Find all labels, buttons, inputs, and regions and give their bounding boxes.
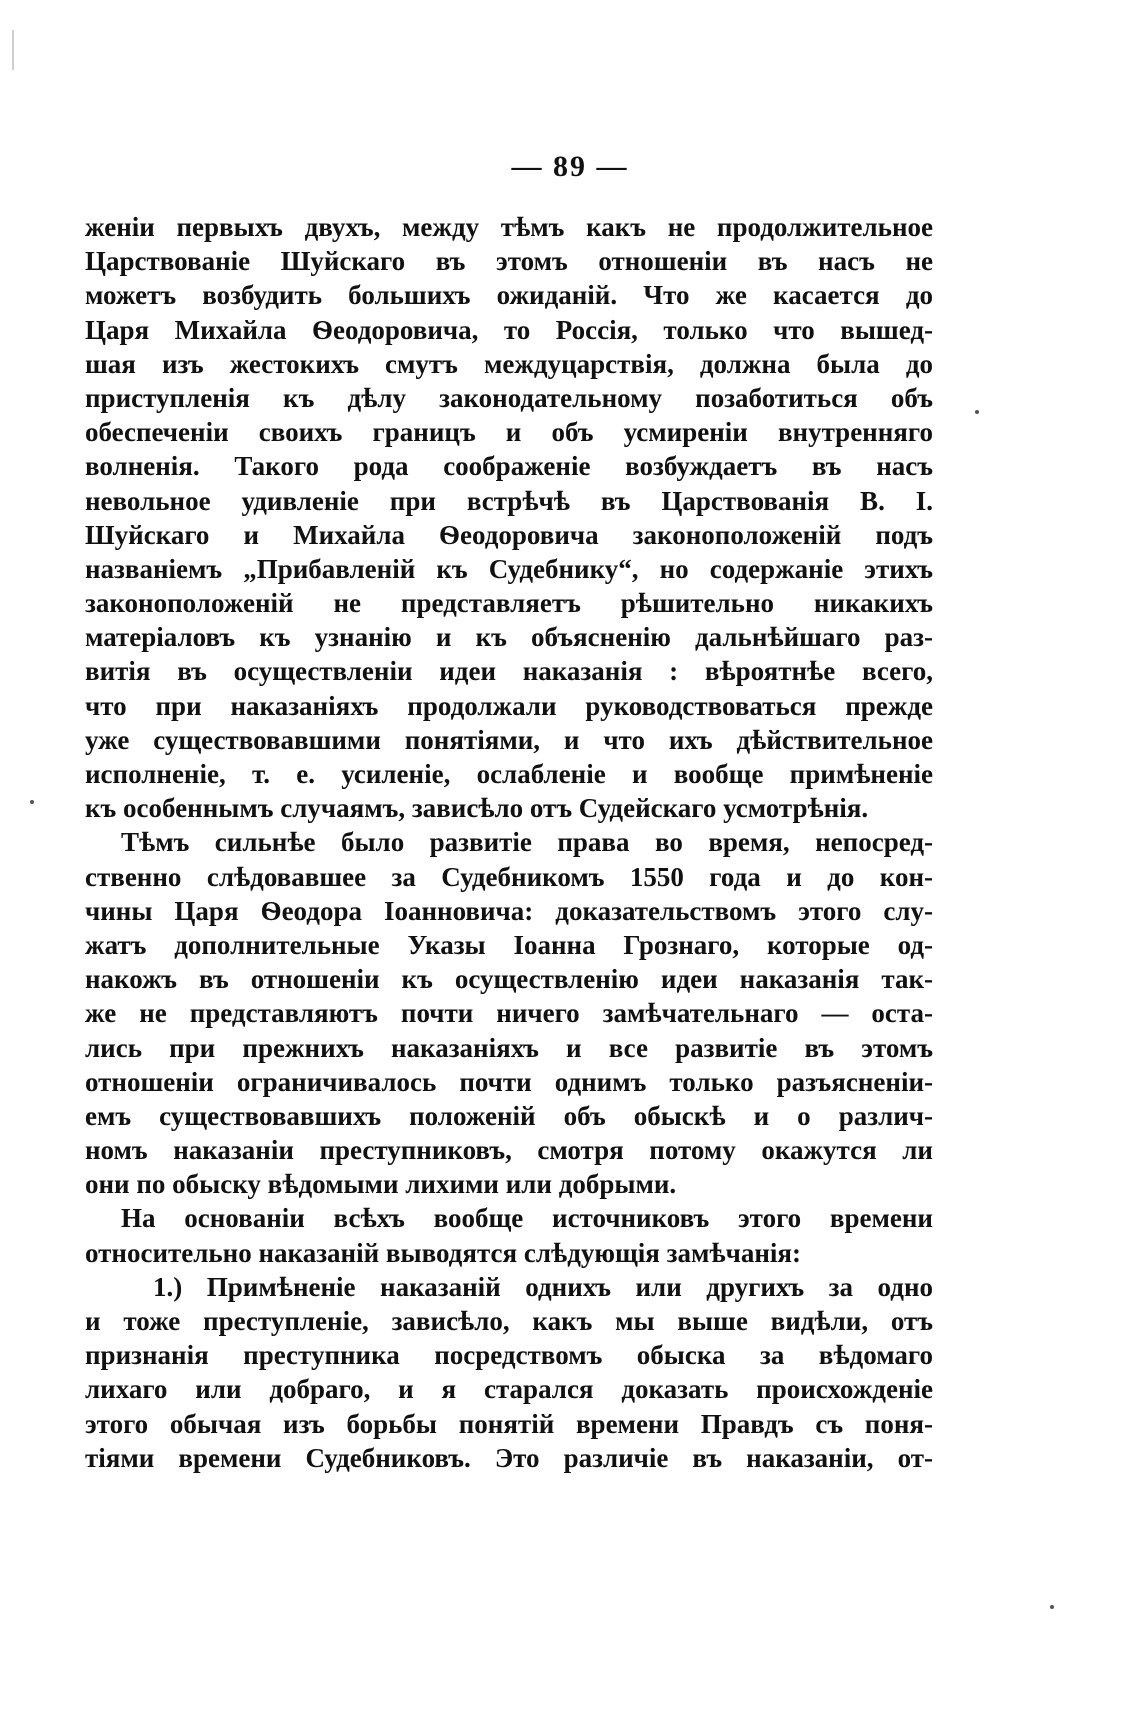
text-line: витія въ осуществленіи идеи наказанія : вѣроятнѣе всего,	[85, 656, 933, 687]
text-line: лись при прежнихъ наказаніяхъ и все развитіе въ этомъ	[85, 1032, 933, 1063]
text-line: этого обычая изъ борьбы понятій времени Правдъ съ поня-	[85, 1408, 933, 1439]
scan-speck	[975, 410, 979, 414]
text-line: волненія. Такого рода соображеніе возбуждаетъ въ насъ	[85, 451, 933, 482]
scan-speck	[1050, 1605, 1054, 1609]
scan-edge-mark	[12, 30, 14, 70]
paragraph-start-line: Тѣмъ сильнѣе было развитіе права во время, непосред-	[121, 827, 933, 858]
text-line: относительно наказаній выводятся слѣдующія замѣчанія:	[85, 1237, 801, 1268]
text-line: обеспеченіи своихъ границъ и объ усмиреніи внутренняго	[85, 417, 933, 448]
text-line: названіемъ „Прибавленій къ Судебнику“, но содержаніе этихъ	[85, 553, 933, 584]
text-line: невольное удивленіе при встрѣчѣ въ Царствованія В. І.	[85, 485, 933, 516]
text-line: шая изъ жестокихъ смутъ междуцарствія, должна была до	[85, 348, 933, 379]
text-line: признанія преступника посредствомъ обыска за вѣдомаго	[85, 1340, 933, 1371]
text-line: ственно слѣдовавшее за Судебникомъ 1550 года и до кон-	[85, 861, 933, 892]
text-line: отношеніи ограничивалось почти однимъ только разъясненіи-	[85, 1066, 933, 1097]
text-line: Шуйскаго и Михайла Ѳеодоровича законоположеній подъ	[85, 519, 933, 550]
text-line: уже существовавшими понятіями, и что ихъ дѣйствительное	[85, 724, 933, 755]
text-line: можетъ возбудить большихъ ожиданій. Что же касается до	[85, 280, 933, 311]
paragraph-start-line: На основаніи всѣхъ вообще источниковъ этого времени	[121, 1203, 933, 1234]
text-line: и тоже преступленіе, зависѣло, какъ мы выше видѣли, отъ	[85, 1306, 933, 1336]
paragraph-start-line: 1.) Примѣненіе наказаній однихъ или другихъ за одно	[153, 1271, 933, 1302]
text-line: накожъ въ отношеніи къ осуществленію идеи наказанія так-	[85, 964, 933, 995]
text-line: исполненіе, т. е. усиленіе, ослабленіе и вообще примѣненіе	[85, 759, 933, 789]
text-line: Царствованіе Шуйскаго въ этомъ отношеніи въ насъ не	[85, 246, 933, 277]
body-text	[85, 210, 933, 1475]
scan-speck	[30, 800, 34, 804]
text-line: номъ наказаніи преступниковъ, смотря потому окажутся ли	[85, 1135, 933, 1166]
text-line: законоположеній не представляетъ рѣшительно никакихъ	[85, 588, 933, 619]
text-line: же не представляютъ почти ничего замѣчательнаго — оста-	[85, 998, 933, 1029]
text-line: чины Царя Ѳеодора Іоанновича: доказательствомъ этого слу-	[85, 895, 933, 926]
text-line: они по обыску вѣдомыми лихими или добрыми.	[85, 1169, 677, 1200]
text-line: тіями времени Судебниковъ. Это различіе въ наказаніи, от-	[85, 1442, 933, 1473]
text-line: лихаго или добраго, и я старался доказать происхожденіе	[85, 1374, 933, 1405]
text-line: приступленія къ дѣлу законодательному позаботиться объ	[85, 382, 933, 413]
text-line: что при наказаніяхъ продолжали руководствоваться прежде	[85, 690, 933, 721]
text-line: къ особеннымъ случаямъ, зависѣло отъ Судейскаго усмотрѣнія.	[85, 793, 869, 824]
text-line: Царя Михайла Ѳеодоровича, то Россія, только что вышед-	[85, 314, 933, 345]
text-line: матеріаловъ къ узнанію и къ объясненію дальнѣйшаго раз-	[85, 622, 933, 653]
text-line: жатъ дополнительные Указы Іоанна Грознаго, которые од-	[85, 929, 933, 960]
page-number: — 89 —	[511, 150, 629, 183]
text-line: женіи первыхъ двухъ, между тѣмъ какъ не продолжительное	[85, 212, 933, 242]
text-line: емъ существовавшихъ положеній объ обыскѣ и о различ-	[85, 1100, 933, 1131]
